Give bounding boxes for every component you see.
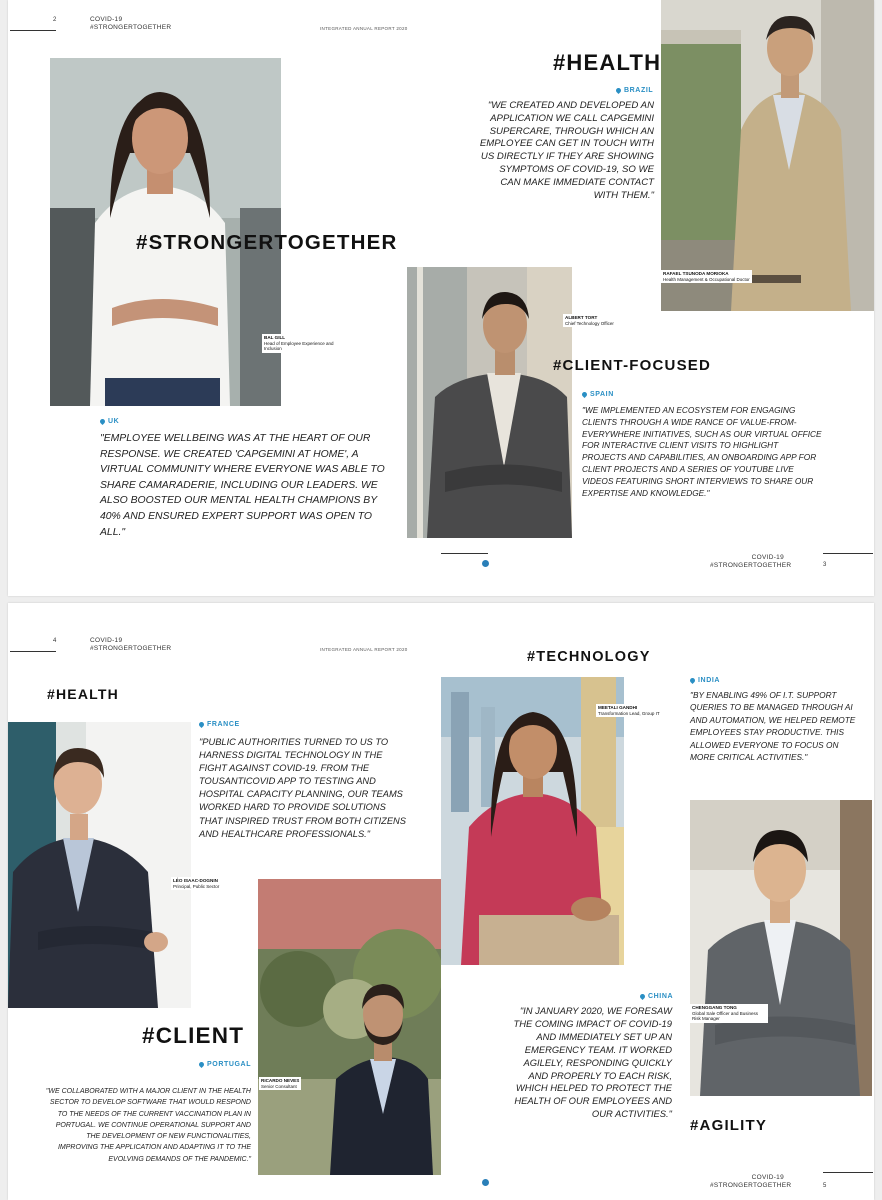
tag-client-focused: #CLIENT-FOCUSED	[553, 357, 712, 374]
location-china: CHINA	[640, 993, 673, 1000]
caption-bal	[262, 334, 336, 353]
page-number-left: 4	[53, 638, 57, 644]
role-albert: Chief Technology Officer	[565, 320, 614, 326]
brand-dot-icon	[482, 1179, 489, 1186]
name-chenggang: CHENGGANG TONG	[692, 1005, 737, 1010]
location-pin-icon	[198, 721, 205, 728]
role-ricardo: Senior Consultant	[261, 1083, 297, 1089]
footer-line2: #STRONGERTOGETHER	[710, 1182, 792, 1189]
header-line1: COVID-19	[90, 16, 123, 23]
location-spain: SPAIN	[582, 391, 614, 398]
caption-rafael	[661, 270, 752, 283]
role-bal: Head of Employee Experience and Inclusion	[264, 340, 334, 351]
footer-rule-right	[823, 553, 873, 554]
quote-france: "PUBLIC AUTHORITIES TURNED TO US TO HARNESS DIGITAL TECHNOLOGY IN THE FIGHT AGAINST COVID-19. FROM THE TOUSANTICOVID APP TO TESTING AND HOSPITAL CAPACITY PLANNING, OUR TEAMS WORKED HARD TO PROVIDE SOLUTIONS THAT INSPIRED TRUST FROM BOTH CITIZENS AND HEALTHCARE PROFESSIONALS."	[199, 737, 406, 839]
report-title: INTEGRATED ANNUAL REPORT 2020	[320, 647, 408, 652]
location-pin-icon	[639, 993, 646, 1000]
footer-section	[710, 554, 792, 570]
name-bal: BAL GILL	[264, 335, 286, 340]
header-rule	[10, 30, 56, 31]
photo-leo	[8, 722, 191, 1008]
header-line1: COVID-19	[90, 637, 123, 644]
location-india: INDIA	[690, 677, 720, 684]
tag-health: #HEALTH	[47, 686, 119, 702]
report-title: INTEGRATED ANNUAL REPORT 2020	[320, 26, 408, 31]
name-ricardo: RICARDO NEVES	[261, 1078, 300, 1083]
header-line2: #STRONGERTOGETHER	[90, 24, 172, 31]
caption-leo	[171, 877, 221, 890]
page-number-right: 5	[823, 1183, 827, 1189]
caption-meetali	[596, 704, 662, 717]
name-albert: ALBERT TORT	[565, 315, 598, 320]
caption-ricardo	[259, 1077, 301, 1090]
role-leo: Principal, Public Sector	[173, 883, 220, 889]
location-uk: UK	[100, 418, 119, 425]
role-rafael: Health Management & Occupational Doctor	[663, 276, 750, 282]
quote-portugal: "WE COLLABORATED WITH A MAJOR CLIENT IN THE HEALTH SECTOR TO DEVELOP SOFTWARE THAT WOULD RESPOND TO THE NEEDS OF THE CURRENT VACCINATION PLAN IN PORTUGAL. WE CONTINUE OPERATIONAL SUPPORT AND THE DEVELOPMENT OF NEW FUNCTIONALITIES, IMPROVING THE APPLICATION AND ADAPTING IT TO THE EVOLVING DEMANDS OF THE PANDEMIC."	[45, 1088, 251, 1163]
tag-client: #CLIENT	[142, 1023, 245, 1048]
location-pin-icon	[615, 87, 622, 94]
spread-pages-2-3	[8, 0, 874, 596]
photo-rafael	[661, 0, 874, 311]
location-pin-icon	[198, 1061, 205, 1068]
photo-meetali	[441, 677, 624, 965]
name-leo: LÉO ISAAC-DOGNIN	[173, 878, 218, 883]
caption-albert	[563, 314, 616, 327]
name-meetali: MEETALI GANDHI	[598, 705, 638, 710]
location-portugal: PORTUGAL	[199, 1061, 251, 1068]
location-pin-icon	[99, 418, 106, 425]
header-rule	[10, 651, 56, 652]
location-pin-icon	[581, 391, 588, 398]
spread-pages-4-5	[8, 603, 874, 1200]
tag-agility: #AGILITY	[690, 1117, 768, 1134]
caption-chenggang	[690, 1004, 768, 1023]
tag-health: #HEALTH	[553, 50, 662, 75]
footer-rule-right	[823, 1172, 873, 1173]
tag-technology: #TECHNOLOGY	[527, 649, 651, 665]
photo-chenggang	[690, 800, 872, 1096]
quote-china: "IN JANUARY 2020, WE FORESAW THE COMING IMPACT OF COVID-19 AND IMMEDIATELY SET UP AN EMERGENCY TEAM. IT WORKED AGILELY, RESPONDING QUICKLY AND PROPERLY TO EACH RISK, WHICH HELPED TO PROTECT THE HEALTH OF OUR EMPLOYEES AND OUR ACTIVITIES."	[513, 1005, 672, 1120]
footer-line1: COVID-19	[751, 1174, 784, 1181]
footer-line2: #STRONGERTOGETHER	[710, 562, 792, 569]
page-number-left: 2	[53, 17, 57, 23]
footer-line1: COVID-19	[751, 554, 784, 561]
location-pin-icon	[689, 677, 696, 684]
header-section	[90, 637, 171, 653]
footer-section	[710, 1174, 792, 1190]
header-line2: #STRONGERTOGETHER	[90, 645, 172, 652]
location-france: FRANCE	[199, 721, 240, 728]
footer-rule-left	[441, 553, 488, 554]
role-meetali: Transformation Lead, Group IT	[598, 710, 660, 716]
quote-india: "BY ENABLING 49% OF I.T. SUPPORT QUERIES TO BE MANAGED THROUGH AI AND AUTOMATION, WE HELPED REMOTE EMPLOYEES STAY PRODUCTIVE. THIS ALLOWED EVERYONE TO FOCUS ON MORE CRITICAL ACTIVITIES."	[690, 690, 856, 763]
header-section	[90, 16, 171, 32]
quote-uk: "EMPLOYEE WELLBEING WAS AT THE HEART OF OUR RESPONSE. WE CREATED 'CAPGEMINI AT HOME', A VIRTUAL COMMUNITY WHERE EVERYONE WAS ABLE TO SHARE CAMARADERIE, INCLUDING OUR LEADERS. WE ALSO BOOSTED OUR MENTAL HEALTH CHAMPIONS BY 40% AND ENSURED EXPERT SUPPORT WAS OPEN TO ALL."	[100, 433, 385, 538]
quote-spain: "WE IMPLEMENTED AN ECOSYSTEM FOR ENGAGING CLIENTS THROUGH A WIDE RANCE OF VALUE-FROM-EVERYWHERE INITIATIVES, SUCH AS OUR VIRTUAL OFFICE FOR INTERACTIVE CLIENT VISITS TO HIGHLIGHT PROJECTS AND CAPABILITIES, AN ONBOARDING APP FOR CLIENT PROJECTS AND A SERIES OF YOUTUBE LIVE VIDEOS FEATURING SHORT INTERVIEWS TO SHARE OUR EXPERTISE AND KNOWLEDGE."	[582, 405, 822, 498]
location-brazil: BRAZIL	[616, 87, 653, 94]
role-chenggang: Global Sale Officer and Business Risk Manager	[692, 1010, 758, 1021]
name-rafael: RAFAEL TSUNODA MORIOKA	[663, 271, 729, 276]
quote-brazil: "WE CREATED AND DEVELOPED AN APPLICATION WE CALL CAPGEMINI SUPERCARE, THROUGH WHICH AN EMPLOYEE CAN GET IN TOUCH WITH US DIRECTLY IF THEY ARE SHOWING SYMPTOMS OF COVID-19, SO WE CAN MAKE IMMEDIATE CONTACT WITH THEM."	[479, 100, 654, 201]
page-number-right: 3	[823, 562, 827, 568]
tag-strongertogether: #STRONGERTOGETHER	[136, 231, 398, 254]
photo-ricardo	[258, 879, 441, 1175]
photo-albert	[407, 267, 572, 538]
brand-dot-icon	[482, 560, 489, 567]
